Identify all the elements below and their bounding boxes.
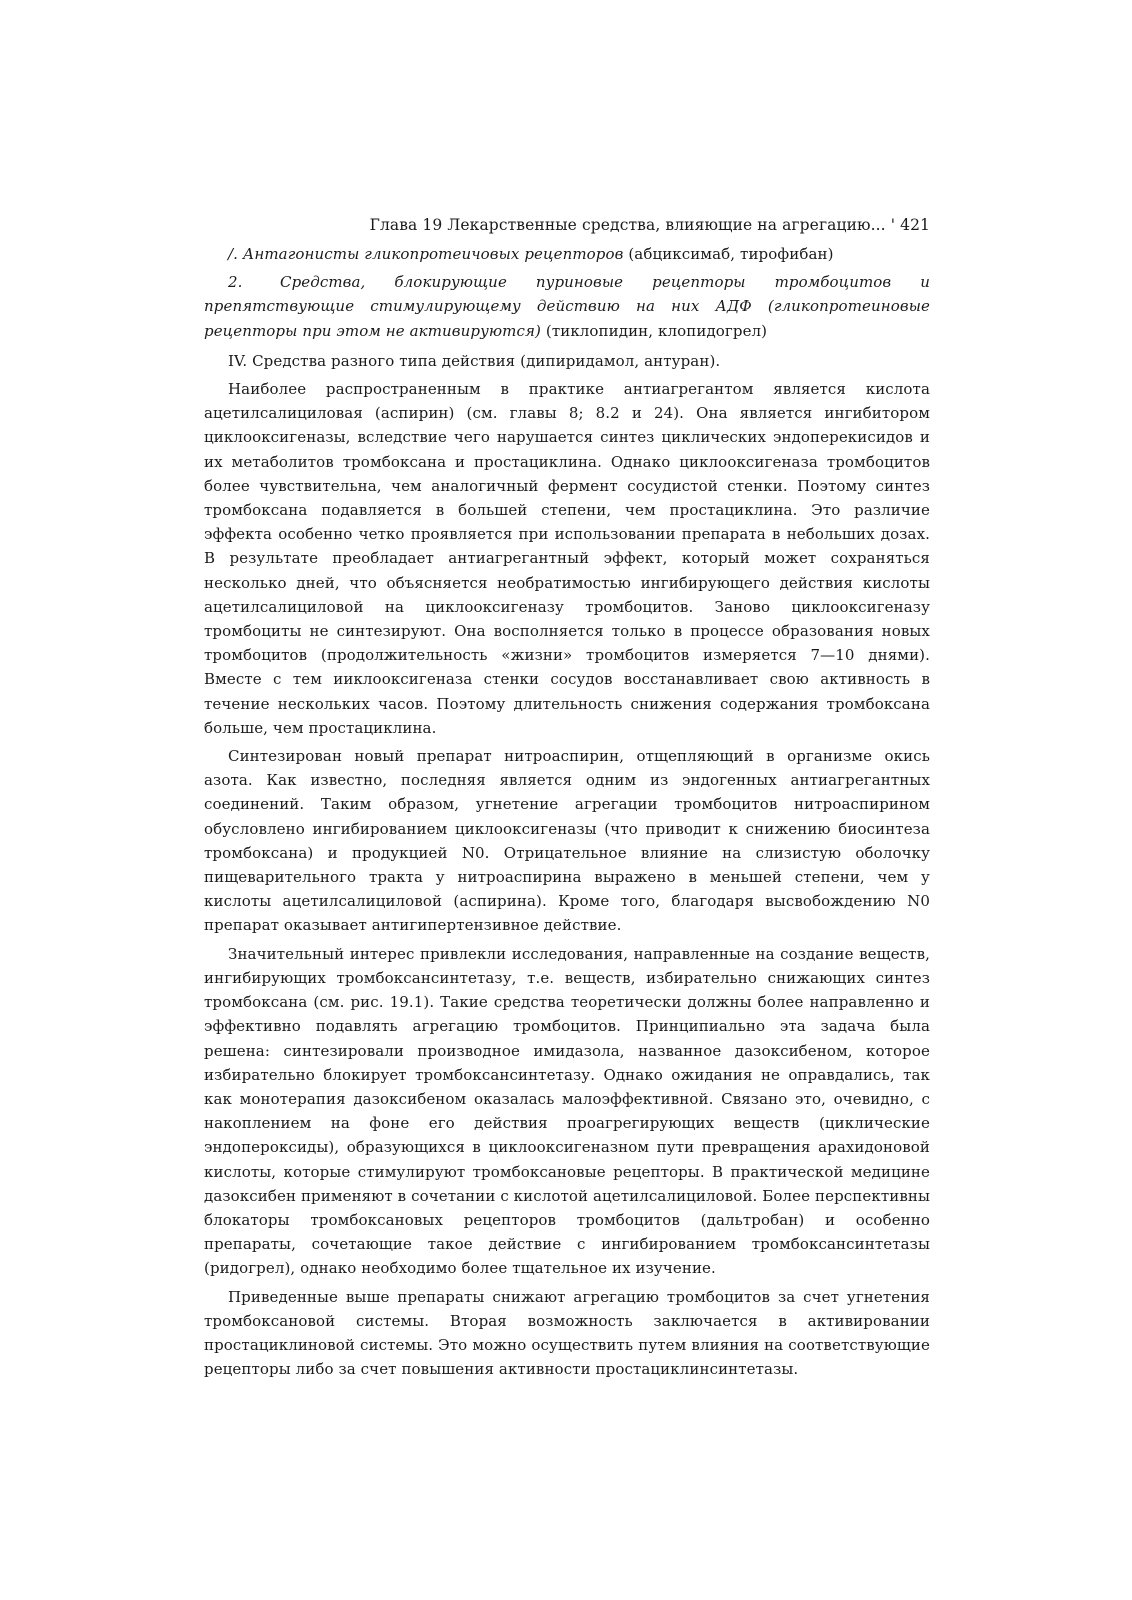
list-item-2-italic-text: Средства, блокирующие пуриновые рецепторы тромбоцитов и препятствующие стимулирующему действию на них АДФ (гликопротеиновые рецепторы при этом не активируются) [204,273,930,340]
document-page [204,212,930,1381]
list-item-1 [204,242,930,266]
list-item-1-number: /. [228,245,239,263]
list-item-2-plain-text: (тиклопидин, клопидогрел) [545,321,768,340]
list-item-2 [204,270,930,343]
list-item-2-number: 2. [228,273,243,292]
body-paragraph: Приведенные выше препараты снижают агрегацию тромбоцитов за счет угнетения тромбоксановой системы. Вторая возможность заключается в активировании простациклиновой системы. Это можно осуществить путем влияния на соответствующие рецепторы либо за счет повышения активности простациклинсинтетазы. [204,1287,930,1379]
body-paragraph: Значительный интерес привлекли исследования, направленные на создание веществ, ингибирующих тромбоксансинтетазу, т.е. веществ, избирательно снижающих синтез тромбоксана (см. рис. 19.1). Такие средства теоретически должны более направленно и эффективно подавлять агрегацию тромбоцитов. Принципиально эта задача была решена: синтезировали производное имидазола, названное дазоксибеном, которое избирательно блокирует тромбоксансинтетазу. Однако ожидания не оправдались, так как монотерапия дазоксибеном оказалась малоэффективной. Связано это, очевидно, с накоплением на фоне его действия проагрегирующих веществ (циклические эндопероксиды), образующихся в циклооксигеназном пути превращения арахидоновой кислоты, которые стимулируют тромбоксановые рецепторы. В практической медицине дазоксибен применяют в сочетании с кислотой ацетилсалициловой. Более перспективны блокаторы тромбоксановых рецепторов тромбоцитов (дальтробан) и особенно препараты, сочетающие такое действие с ингибированием тромбоксансинтетазы (ридогрел), однако необходимо более тщательное их изучение. [204,944,930,1278]
running-head: Глава 19 Лекарственные средства, влияющие на агрегацию... ' 421 [369,216,930,234]
list-item-4: IV. Средства разного типа действия (дипиридамол, антуран). [228,351,721,370]
list-item-1-plain-text: (абциксимаб, тирофибан) [628,245,834,263]
body-paragraph: Синтезирован новый препарат нитроаспирин, отщепляющий в организме окись азота. Как известно, последняя является одним из эндогенных антиагрегантных соединений. Таким образом, угнетение агрегации тромбоцитов нитроаспирином обусловлено ингибированием циклооксигеназы (что приводит к снижению биосинтеза тромбоксана) и продукцией N0. Отрицательное влияние на слизистую оболочку пищеварительного тракта у нитроаспирина выражено в меньшей степени, чем у кислоты ацетилсалициловой (аспирина). Кроме того, благодаря высвобождению N0 препарат оказывает антигипертензивное действие. [204,747,930,935]
list-item-1-italic-text: Антагонисты гликопротеичовых рецепторов [242,245,624,263]
body-paragraph: Наиболее распространенным в практике антиагрегантом является кислота ацетилсалициловая (аспирин) (см. главы 8; 8.2 и 24). Она является ингибитором циклооксигеназы, вследствие чего нарушается синтез циклических эндоперекисидов и их метаболитов тромбоксана и простациклина. Однако циклооксигеназа тромбоцитов более чувствительна, чем аналогичный фермент сосудистой стенки. Поэтому синтез тромбоксана подавляется в большей степени, чем простациклина. Это различие эффекта особенно четко проявляется при использовании препарата в небольших дозах. В результате преобладает антиагрегантный эффект, который может сохраняться несколько дней, что объясняется необратимостью ингибирующего действия кислоты ацетилсалициловой на циклооксигеназу тромбоцитов. Заново циклооксигеназу тромбоциты не синтезируют. Она восполняется только в процессе образования новых тромбоцитов (продолжительность «жизни» тромбоцитов измеряется 7—10 днями). Вместе с тем ииклооксигеназа стенки сосудов восстанавливает свою активность в течение нескольких часов. Поэтому длительность снижения содержания тромбоксана больше, чем простациклина. [204,380,930,737]
